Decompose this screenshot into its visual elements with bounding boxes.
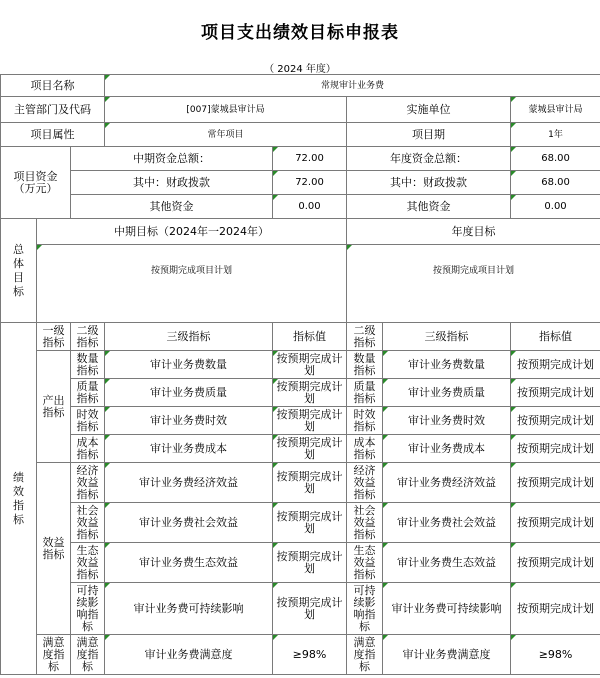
year-fiscal-label: 其中：财政拨款 [347, 171, 511, 195]
year-level3-cell: 审计业务费经济效益 [383, 463, 511, 503]
level3-cell: 审计业务费时效 [105, 407, 273, 435]
mid-fiscal-value: 72.00 [273, 171, 347, 195]
year-level3-cell: 审计业务费可持续影响 [383, 583, 511, 635]
attribute-label: 项目属性 [1, 123, 105, 147]
year-level2-cell: 数量指标 [347, 351, 383, 379]
year-value-cell: 按预期完成计划 [511, 379, 600, 407]
value-cell: 按预期完成计划 [273, 351, 347, 379]
mid-total-label: 中期资金总额： [71, 147, 273, 171]
year-other-label: 其他资金 [347, 195, 511, 219]
mid-goal-header: 中期目标（2024年一2024年） [37, 219, 347, 245]
value-cell: 按预期完成计划 [273, 503, 347, 543]
row-funds-fiscal [1, 171, 600, 195]
project-name-value: 常规审计业务费 [105, 75, 600, 97]
period-label: 项目期 [347, 123, 511, 147]
value-cell: 按预期完成计划 [273, 407, 347, 435]
mid-fiscal-label: 其中：财政拨款 [71, 171, 273, 195]
row-attribute [1, 123, 600, 147]
row-perf-header [1, 323, 600, 351]
year-satisfaction-value: ≥98% [511, 635, 600, 675]
year-level3-cell: 审计业务费生态效益 [383, 543, 511, 583]
year-level3-cell: 审计业务费数量 [383, 351, 511, 379]
level1-header: 一级指标 [37, 323, 71, 351]
year-total-value: 68.00 [511, 147, 600, 171]
value-cell: 按预期完成计划 [273, 583, 347, 635]
level2-cell: 可持续影响指标 [71, 583, 105, 635]
row-overall-header [1, 219, 600, 245]
year-value-cell: 按预期完成计划 [511, 463, 600, 503]
level3-header: 三级指标 [105, 323, 273, 351]
mid-total-value: 72.00 [273, 147, 347, 171]
funds-label: 项目资金（万元） [1, 147, 71, 219]
level3-cell: 审计业务费质量 [105, 379, 273, 407]
mid-goal-text: 按预期完成项目计划 [37, 245, 347, 323]
period-value: 1年 [511, 123, 600, 147]
table-row [1, 435, 600, 463]
row-funds-other [1, 195, 600, 219]
satisfaction-level3: 审计业务费满意度 [105, 635, 273, 675]
value-cell: 按预期完成计划 [273, 543, 347, 583]
table-row-satisfaction [1, 635, 600, 675]
year-other-value: 0.00 [511, 195, 600, 219]
value-cell: 按预期完成计划 [273, 435, 347, 463]
implementer-label: 实施单位 [347, 97, 511, 123]
year-satisfaction-level2: 满意度指标 [347, 635, 383, 675]
table-row [1, 407, 600, 435]
level3-cell: 审计业务费经济效益 [105, 463, 273, 503]
level2-cell: 质量指标 [71, 379, 105, 407]
attribute-value: 常年项目 [105, 123, 347, 147]
value-cell: 按预期完成计划 [273, 463, 347, 503]
department-value: [007]蒙城县审计局 [105, 97, 347, 123]
year-level2-cell: 时效指标 [347, 407, 383, 435]
year-value-cell: 按预期完成计划 [511, 351, 600, 379]
year-total-label: 年度资金总额： [347, 147, 511, 171]
satisfaction-level1: 满意度指标 [37, 635, 71, 675]
overall-goal-label: 总体目标 [1, 219, 37, 323]
level2-cell: 社会效益指标 [71, 503, 105, 543]
perf-indicator-label: 绩效指标 [1, 323, 37, 675]
year-value-cell: 按预期完成计划 [511, 435, 600, 463]
output-indicator-label: 产出指标 [37, 351, 71, 463]
year-line: （ 2024 年度） [264, 64, 336, 75]
level2-header: 二级指标 [71, 323, 105, 351]
year-goal-header: 年度目标 [347, 219, 600, 245]
table-row [1, 463, 600, 503]
table-row [1, 351, 600, 379]
year-value-cell: 按预期完成计划 [511, 583, 600, 635]
row-overall-text [1, 245, 600, 323]
row-funds-total [1, 147, 600, 171]
level2-cell: 经济效益指标 [71, 463, 105, 503]
page-title: 项目支出绩效目标申报表 [201, 23, 399, 43]
level3-cell: 审计业务费数量 [105, 351, 273, 379]
year-level2-header: 二级指标 [347, 323, 383, 351]
level2-cell: 数量指标 [71, 351, 105, 379]
department-label: 主管部门及代码 [1, 97, 105, 123]
table-row [1, 503, 600, 543]
year-satisfaction-level3: 审计业务费满意度 [383, 635, 511, 675]
performance-form [0, 74, 600, 675]
year-level3-header: 三级指标 [383, 323, 511, 351]
year-level3-cell: 审计业务费时效 [383, 407, 511, 435]
year-level2-cell: 质量指标 [347, 379, 383, 407]
mid-other-label: 其他资金 [71, 195, 273, 219]
year-level2-cell: 成本指标 [347, 435, 383, 463]
year-level2-cell: 生态效益指标 [347, 543, 383, 583]
table-row [1, 379, 600, 407]
value-cell: 按预期完成计划 [273, 379, 347, 407]
row-project-name [1, 75, 600, 97]
year-value-cell: 按预期完成计划 [511, 543, 600, 583]
year-level3-cell: 审计业务费质量 [383, 379, 511, 407]
year-fiscal-value: 68.00 [511, 171, 600, 195]
level3-cell: 审计业务费可持续影响 [105, 583, 273, 635]
mid-other-value: 0.00 [273, 195, 347, 219]
implementer-value: 蒙城县审计局 [511, 97, 600, 123]
year-level2-cell: 可持续影响指标 [347, 583, 383, 635]
year-level3-cell: 审计业务费社会效益 [383, 503, 511, 543]
year-value-header: 指标值 [511, 323, 600, 351]
year-level2-cell: 经济效益指标 [347, 463, 383, 503]
table-row [1, 583, 600, 635]
level2-cell: 生态效益指标 [71, 543, 105, 583]
level2-cell: 时效指标 [71, 407, 105, 435]
year-goal-text: 按预期完成项目计划 [347, 245, 600, 323]
level3-cell: 审计业务费社会效益 [105, 503, 273, 543]
level3-cell: 审计业务费生态效益 [105, 543, 273, 583]
benefit-indicator-label: 效益指标 [37, 463, 71, 635]
value-header: 指标值 [273, 323, 347, 351]
satisfaction-level2: 满意度指标 [71, 635, 105, 675]
level3-cell: 审计业务费成本 [105, 435, 273, 463]
level2-cell: 成本指标 [71, 435, 105, 463]
year-value-cell: 按预期完成计划 [511, 407, 600, 435]
table-row [1, 543, 600, 583]
row-department [1, 97, 600, 123]
year-level2-cell: 社会效益指标 [347, 503, 383, 543]
satisfaction-value: ≥98% [273, 635, 347, 675]
year-level3-cell: 审计业务费成本 [383, 435, 511, 463]
project-name-label: 项目名称 [1, 75, 105, 97]
year-value-cell: 按预期完成计划 [511, 503, 600, 543]
